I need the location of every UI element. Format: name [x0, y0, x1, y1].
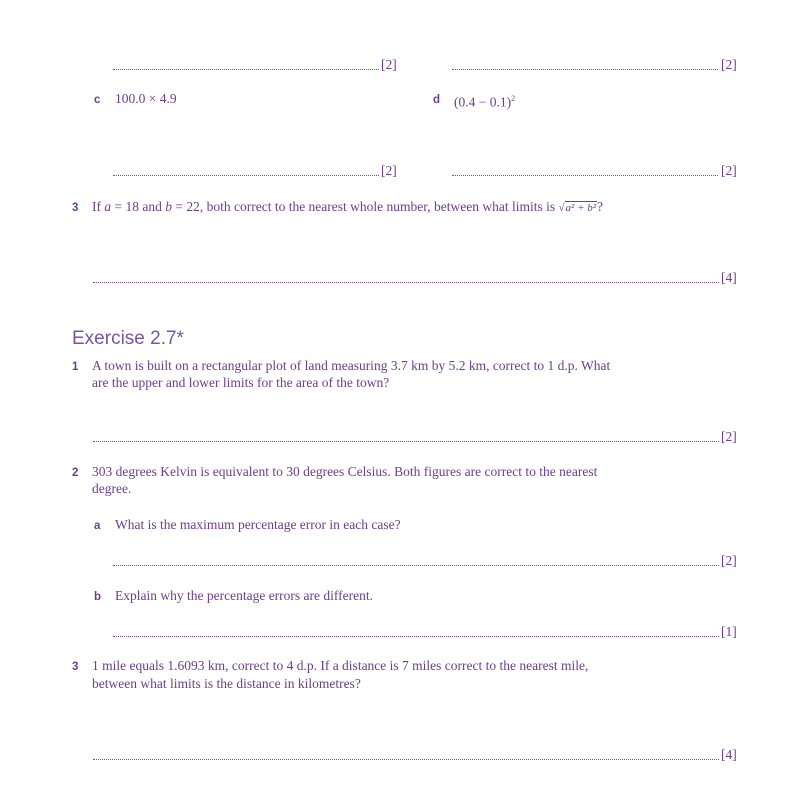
exercise-heading: Exercise 2.7* — [72, 328, 184, 349]
sqrt-radicand: a² + b² — [565, 202, 597, 214]
part-c-expression: 100.0 × 4.9 — [115, 91, 177, 106]
marks-2a: [2] — [381, 57, 397, 72]
exercise-q2-part-a-text: What is the maximum percentage error in each case? — [115, 517, 401, 532]
q3-text-pre: If — [92, 199, 105, 214]
var-a: a — [104, 199, 112, 214]
exercise-q2-part-label-a: a — [94, 520, 101, 532]
part-label-d: d — [433, 94, 441, 106]
part-d-expression — [454, 90, 515, 112]
answer-line-2a[interactable] — [113, 69, 379, 70]
exercise-q2-line1: 303 degrees Kelvin is equivalent to 30 degrees Celsius. Both figures are correct to the nearest — [92, 464, 598, 479]
exercise-q1-line2: are the upper and lower limits for the area of the town? — [92, 375, 390, 390]
answer-line-ex3[interactable] — [93, 759, 719, 760]
exercise-question-number-3: 3 — [72, 661, 79, 673]
answer-line-3[interactable] — [93, 282, 719, 283]
q3-text-b: = 22, both correct to the nearest whole number, between what limits is — [171, 199, 559, 214]
exercise-q2-part-b-text: Explain why the percentage errors are different. — [115, 588, 374, 603]
marks-ex2b: [1] — [721, 624, 737, 639]
answer-line-ex1[interactable] — [93, 441, 719, 442]
exercise-q3-line2: between what limits is the distance in kilometres? — [92, 676, 361, 691]
marks-ex1: [2] — [721, 429, 737, 444]
marks-ex3: [4] — [721, 747, 737, 762]
answer-line-ex2a[interactable] — [113, 565, 719, 566]
exercise-q3-line1: 1 mile equals 1.6093 km, correct to 4 d.p. If a distance is 7 miles correct to the nearest mile, — [92, 658, 589, 673]
marks-2c: [2] — [381, 163, 397, 178]
marks-ex2a: [2] — [721, 553, 737, 568]
answer-line-ex2b[interactable] — [113, 636, 719, 637]
exercise-q2-line2: degree. — [92, 481, 132, 496]
answer-line-2c[interactable] — [113, 175, 379, 176]
question-3-text — [92, 198, 603, 217]
exercise-q2-part-label-b: b — [94, 591, 102, 603]
marks-3: [4] — [721, 270, 737, 285]
question-number-3: 3 — [72, 202, 79, 214]
exercise-q1-line1: A town is built on a rectangular plot of land measuring 3.7 km by 5.2 km, correct to 1 d.p. What — [92, 358, 611, 373]
marks-2b: [2] — [721, 57, 737, 72]
var-b: b — [165, 199, 172, 214]
exercise-question-number-1: 1 — [72, 361, 79, 373]
part-label-c: c — [94, 94, 101, 106]
q3-text-a: = 18 and — [111, 199, 166, 214]
part-d-base: (0.4 − 0.1) — [454, 94, 512, 110]
marks-2d: [2] — [721, 163, 737, 178]
q3-text-post: ? — [597, 199, 604, 214]
sqrt-expression: √a² + b² — [558, 202, 597, 214]
exercise-question-number-2: 2 — [72, 467, 79, 479]
part-d-exponent: 2 — [511, 94, 516, 103]
answer-line-2d[interactable] — [452, 175, 718, 176]
answer-line-2b[interactable] — [452, 69, 718, 70]
